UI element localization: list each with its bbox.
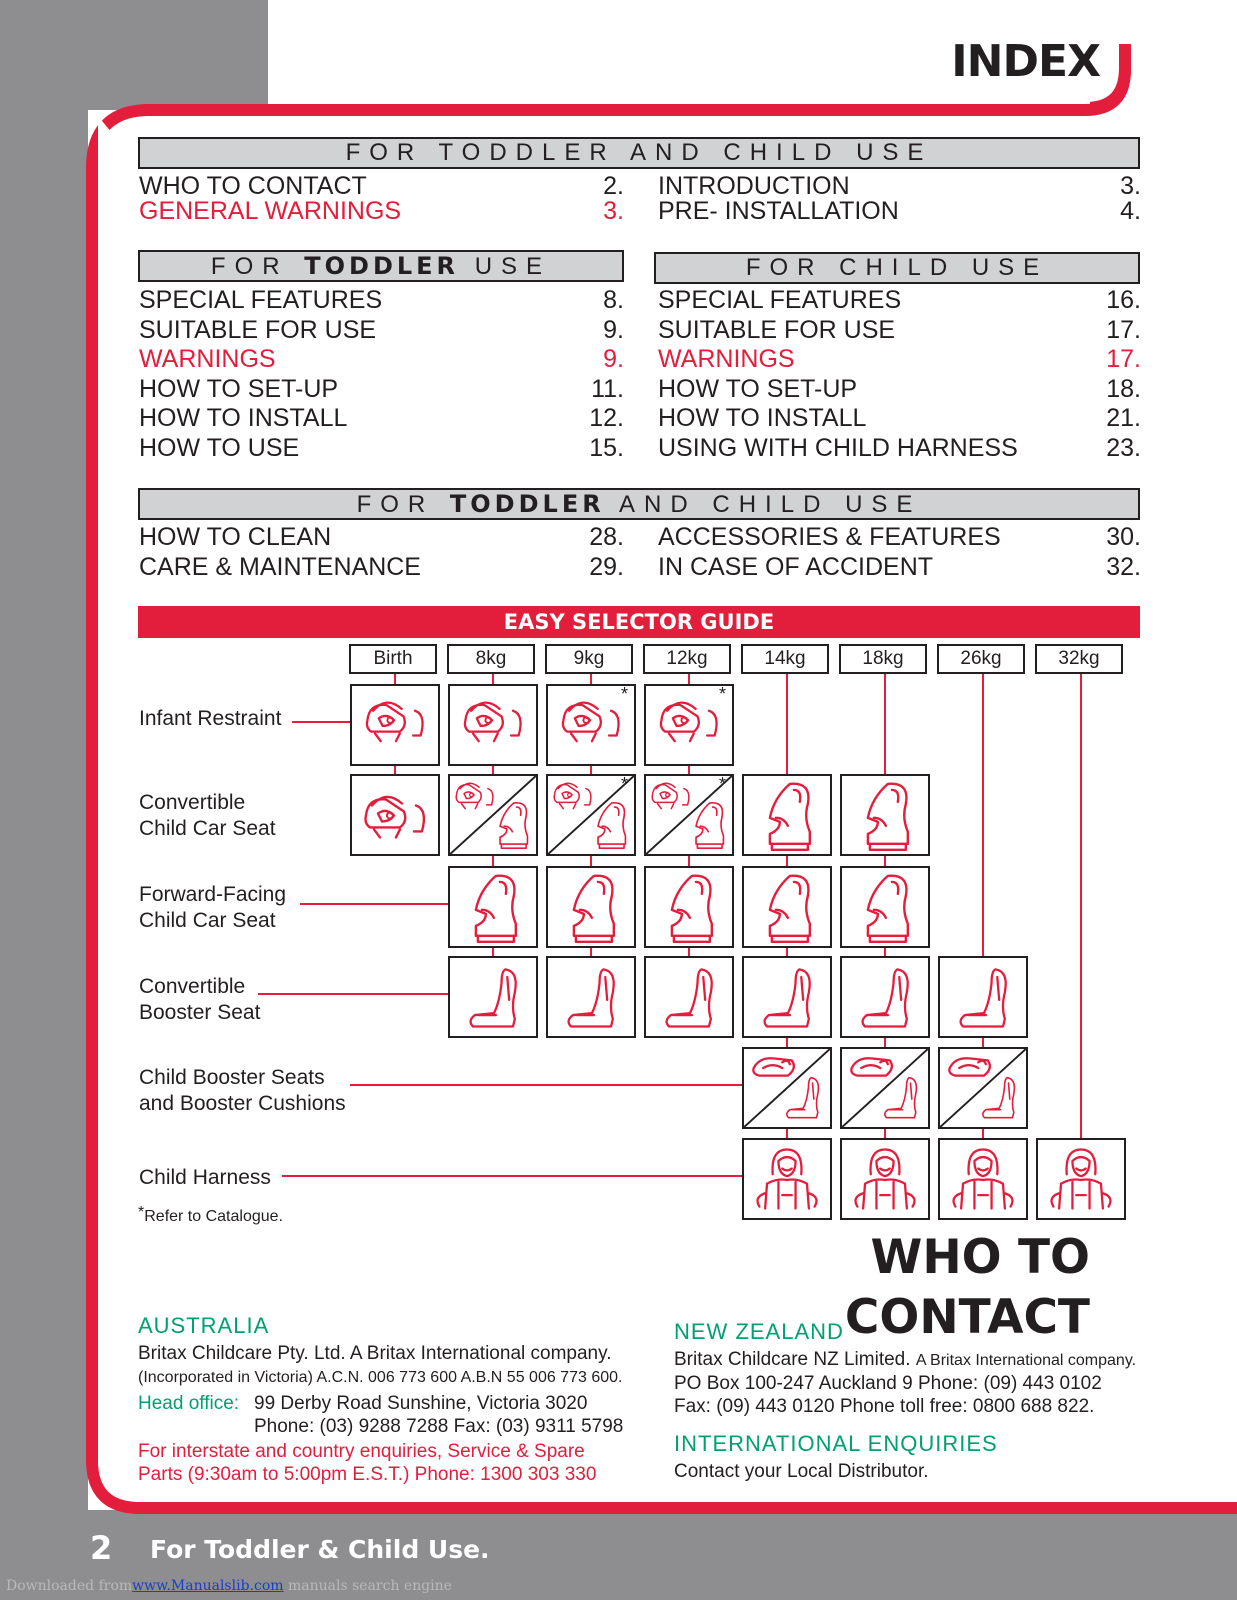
nz-heading: NEW ZEALAND (674, 1319, 844, 1344)
index-entry-page: 12. (589, 404, 624, 432)
index-entry-page: 28. (589, 523, 624, 551)
index-entry-page: 29. (589, 552, 624, 581)
download-credit: Downloaded fromwww.Manualslib.com manuals search engine (6, 1578, 452, 1594)
index-entry-label: WHO TO CONTACT (139, 172, 367, 200)
index-entry-page: 11. (591, 374, 624, 403)
selector-guide-title: EASY SELECTOR GUIDE (138, 606, 1140, 638)
selector-row-label: Convertible Child Car Seat (139, 791, 276, 840)
service-line2: Parts (9:30am to 5:00pm E.S.T.) Phone: 1300 303 330 (138, 1464, 597, 1485)
head-office-address: 99 Derby Road Sunshine, Victoria 3020 (254, 1393, 588, 1414)
index-entry-page: 15. (589, 433, 624, 462)
index-entry-page: 30. (1106, 523, 1141, 551)
page-title: INDEX (951, 36, 1100, 87)
footnote: *Refer to Catalogue. (138, 1204, 283, 1225)
index-entry-label: HOW TO SET-UP (658, 374, 858, 403)
contact-title: WHO TO CONTACT (844, 1230, 1090, 1345)
section-header-toddler-and-child-2: FOR TODDLER AND CHILD USE (138, 488, 1140, 520)
australia-line1: Britax Childcare Pty. Ltd. A Britax International company. (138, 1343, 612, 1364)
selector-row-label: Child Booster Seats and Booster Cushions (139, 1066, 346, 1115)
index-entry-page: 9. (603, 345, 624, 373)
weight-label: 32kg (1035, 644, 1123, 674)
weight-label: 9kg (545, 644, 633, 674)
index-entry-label: HOW TO INSTALL (658, 404, 867, 432)
nz-line3: Fax: (09) 443 0120 Phone toll free: 0800 688 822. (674, 1396, 1095, 1417)
nz-line1: Britax Childcare NZ Limited. A Britax International company. (674, 1349, 1137, 1370)
catalogue-star: * (620, 684, 628, 704)
index-entry-label: HOW TO SET-UP (139, 374, 339, 403)
index-entry-label: SPECIAL FEATURES (139, 286, 383, 314)
catalogue-star: * (620, 774, 628, 794)
footnote-star: * (138, 1204, 145, 1221)
head-office-phone: Phone: (03) 9288 7288 Fax: (03) 9311 5798 (254, 1416, 624, 1437)
selector-row-label: Convertible Booster Seat (139, 975, 261, 1024)
index-entry-page: 17. (1106, 345, 1141, 373)
index-entry-label: CARE & MAINTENANCE (139, 552, 421, 581)
australia-heading: AUSTRALIA (138, 1313, 270, 1338)
section-header-toddler-and-child: FOR TODDLER AND CHILD USE (138, 137, 1140, 169)
section-header-toddler: FOR TODDLER USE (138, 250, 624, 282)
index-entry-page: 23. (1106, 433, 1141, 462)
head-office-label: Head office: (138, 1393, 240, 1414)
index-entry-page: 32. (1106, 552, 1141, 581)
weight-label: 26kg (937, 644, 1025, 674)
international-heading: INTERNATIONAL ENQUIRIES (674, 1431, 998, 1456)
index-entry-page: 18. (1106, 374, 1141, 403)
index-entry-label: USING WITH CHILD HARNESS (658, 433, 1018, 462)
index-entry-label: INTRODUCTION (658, 172, 850, 200)
index-entry-label: HOW TO CLEAN (139, 523, 332, 551)
selector-row-label: Child Harness (139, 1166, 271, 1189)
manualslib-link[interactable]: www.Manualslib.com (132, 1578, 284, 1594)
index-entry-page: 8. (603, 286, 624, 314)
index-entry-page: 3. (603, 197, 624, 225)
index-entry-label: SUITABLE FOR USE (658, 315, 896, 344)
index-entry-label: SUITABLE FOR USE (139, 315, 377, 344)
index-entry-page: 2. (603, 172, 624, 200)
index-entry-label: ACCESSORIES & FEATURES (658, 523, 1001, 551)
index-entry-page: 9. (603, 315, 624, 344)
selector-row-label: Forward-Facing Child Car Seat (139, 883, 287, 932)
index-entry-label: GENERAL WARNINGS (139, 197, 402, 225)
international-line1: Contact your Local Distributor. (674, 1461, 929, 1482)
index-entry-label: HOW TO USE (139, 433, 300, 462)
index-entry-label: WARNINGS (139, 345, 276, 373)
weight-label: 8kg (447, 644, 535, 674)
index-entry-page: 21. (1106, 404, 1141, 432)
index-entry-label: IN CASE OF ACCIDENT (658, 552, 934, 581)
service-line1: For interstate and country enquiries, Service & Spare (138, 1441, 585, 1462)
catalogue-star: * (718, 684, 726, 704)
weight-label: 14kg (741, 644, 829, 674)
index-entry-label: WARNINGS (658, 345, 795, 373)
index-entry-label: HOW TO INSTALL (139, 404, 348, 432)
index-entry-page: 16. (1106, 286, 1141, 314)
page-number: 2 (90, 1529, 113, 1567)
index-entry-label: SPECIAL FEATURES (658, 286, 902, 314)
footer-title: For Toddler & Child Use. (150, 1535, 490, 1564)
selector-row-label: Infant Restraint (139, 707, 282, 730)
weight-label: 18kg (839, 644, 927, 674)
index-entry-page: 17. (1106, 315, 1141, 344)
section-header-child: FOR CHILD USE (654, 252, 1140, 284)
index-entry-page: 3. (1120, 172, 1141, 200)
weight-label: Birth (349, 644, 437, 674)
nz-line2: PO Box 100-247 Auckland 9 Phone: (09) 443 0102 (674, 1373, 1102, 1394)
weight-label: 12kg (643, 644, 731, 674)
index-entry-label: PRE- INSTALLATION (658, 197, 899, 225)
australia-line2: (Incorporated in Victoria) A.C.N. 006 773 600 A.B.N 55 006 773 600. (138, 1369, 623, 1386)
index-entry-page: 4. (1120, 197, 1141, 225)
catalogue-star: * (718, 774, 726, 794)
